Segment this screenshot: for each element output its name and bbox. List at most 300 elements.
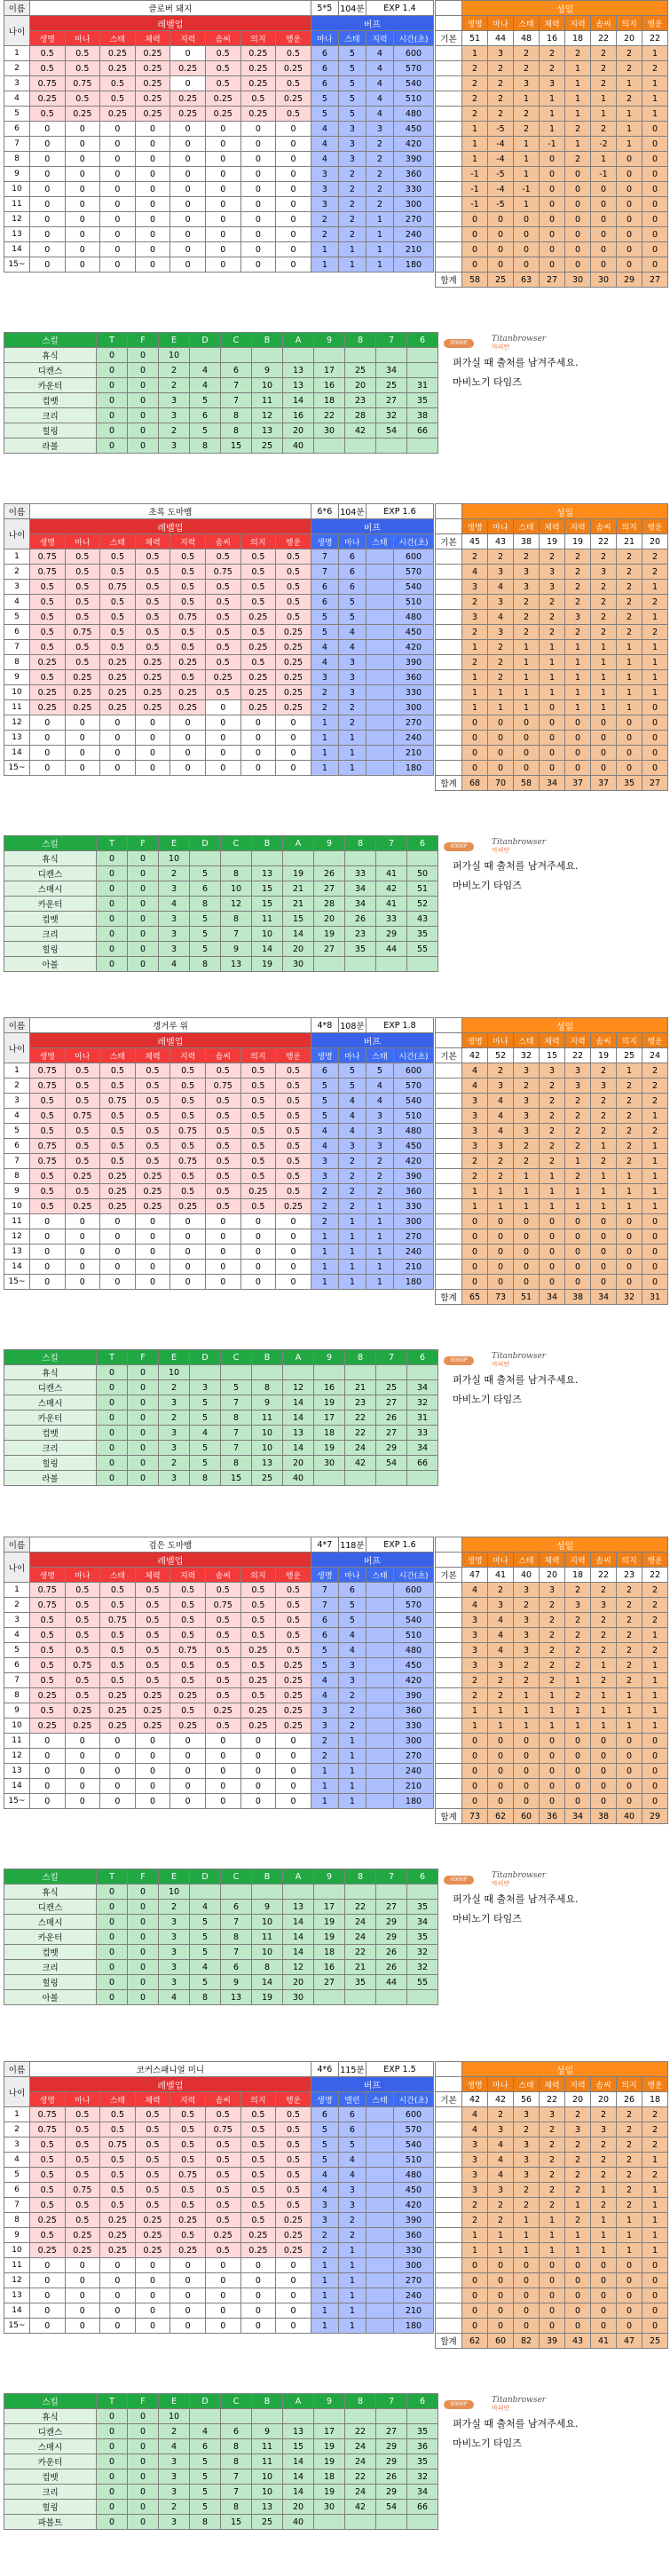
buff-value: 2 (338, 2213, 366, 2228)
levelup-value: 0 (205, 731, 240, 746)
stat-col-header: 솜씨 (205, 1048, 240, 1063)
growth-value: 1 (540, 1199, 565, 1214)
skill-value: 0 (97, 2439, 128, 2454)
skill-value: 0 (97, 1441, 128, 1456)
growth-value: 0 (514, 1229, 540, 1245)
growth-value: 1 (540, 655, 565, 670)
skill-value: 25 (252, 439, 283, 454)
growth-value: 2 (488, 76, 514, 91)
growth-spacer (436, 1613, 462, 1628)
growth-value: 3 (488, 2183, 514, 2198)
levelup-value: 0.25 (240, 107, 276, 122)
buff-value: 2 (338, 700, 366, 715)
levelup-value: 0 (100, 761, 136, 776)
growth-value: 0 (617, 746, 642, 761)
growth-col-header: 솜씨 (591, 2077, 617, 2092)
skill-value: 0 (128, 1900, 159, 1915)
levelup-value: 0.25 (135, 91, 170, 107)
skill-value: 34 (345, 881, 376, 897)
levelup-value: 0 (29, 746, 65, 761)
signature-text: Titanbrowser (492, 335, 547, 344)
levelup-value: 0.5 (65, 1643, 100, 1658)
buff-value: 5 (338, 2137, 366, 2153)
growth-value: 1 (642, 580, 668, 595)
levelup-value: 0 (65, 2319, 100, 2334)
growth-value: 0 (514, 731, 540, 746)
skill-value: 2 (159, 866, 190, 881)
levelup-value: 0 (29, 2258, 65, 2273)
skill-value: 7 (221, 1441, 252, 1456)
skill-value: 26 (376, 1945, 407, 1960)
buff-col-header: 마나 (311, 31, 338, 46)
levelup-value: 0.5 (240, 1109, 276, 1124)
levelup-value: 0 (240, 227, 276, 242)
skill-name: 디캔스 (4, 2424, 97, 2439)
buff-value: 5 (311, 1079, 338, 1094)
levelup-value: 0.5 (276, 1598, 311, 1613)
levelup-value: 0.25 (240, 1719, 276, 1734)
skill-value: 12 (252, 408, 283, 423)
skill-value: 7 (221, 1945, 252, 1960)
buff-value: 1 (311, 761, 338, 776)
buff-value: 420 (393, 1154, 433, 1169)
growth-value: 0 (642, 1229, 668, 1245)
buff-value: 1 (338, 2258, 366, 2273)
levelup-value: 0.5 (276, 2137, 311, 2153)
levelup-value: 0.25 (240, 700, 276, 715)
growth-value: 3 (462, 1124, 488, 1139)
rank-header: E (159, 836, 190, 851)
skill-value: 0 (97, 423, 128, 439)
skill-value: 8 (221, 1456, 252, 1471)
growth-spacer (436, 565, 462, 580)
buff-value: 600 (393, 1583, 433, 1598)
growth-value: 0 (565, 257, 591, 273)
buff-value: 2 (311, 685, 338, 700)
growth-value: 2 (642, 565, 668, 580)
skill-value: 0 (97, 2424, 128, 2439)
skill-value: 35 (407, 1900, 438, 1915)
stat-col-header: 마나 (65, 1568, 100, 1583)
levelup-value: 0 (170, 2258, 206, 2273)
growth-value: 2 (540, 549, 565, 565)
signature-mark (492, 1353, 554, 1369)
skill-value: 5 (190, 927, 221, 942)
buff-value: 1 (311, 2273, 338, 2288)
stat-col-header: 솜씨 (205, 1568, 240, 1583)
skill-row (4, 2515, 438, 2530)
levelup-value: 0.25 (135, 61, 170, 76)
growth-value: 0 (540, 731, 565, 746)
skill-value (345, 439, 376, 454)
growth-value: 0 (540, 700, 565, 715)
levelup-value: 0.5 (65, 1598, 100, 1613)
skill-value: 11 (252, 2454, 283, 2469)
total-label: 합계 (436, 2334, 462, 2349)
levelup-value: 0.5 (135, 610, 170, 625)
levelup-value: 0 (170, 1764, 206, 1779)
pet-duration: 118분 (338, 1537, 366, 1553)
levelup-value: 0.25 (240, 1643, 276, 1658)
buff-value: 570 (393, 1079, 433, 1094)
buff-value: 4 (311, 2183, 338, 2198)
growth-value: 0 (617, 1794, 642, 1809)
buff-value: 540 (393, 1094, 433, 1109)
levelup-value: 0 (170, 137, 206, 152)
levelup-value: 0.5 (205, 1613, 240, 1628)
skill-value: 43 (407, 912, 438, 927)
levelup-value: 0.5 (29, 2198, 65, 2213)
skill-value: 3 (159, 1426, 190, 1441)
growth-col-header: 행운 (642, 1033, 668, 1048)
age-cell: 8 (4, 1169, 30, 1184)
growth-value: 0 (642, 152, 668, 167)
levelup-value: 0 (170, 2288, 206, 2303)
skill-value: 33 (376, 912, 407, 927)
growth-col-header: 지력 (565, 1033, 591, 1048)
growth-value: 2 (514, 122, 540, 137)
levelup-value: 0.25 (100, 1169, 136, 1184)
levelup-value: 0.5 (65, 2137, 100, 2153)
age-cell: 6 (4, 625, 30, 640)
levelup-value: 0.5 (240, 1154, 276, 1169)
growth-value: 1 (617, 700, 642, 715)
growth-value: 0 (617, 1260, 642, 1275)
levelup-value: 0.25 (240, 2228, 276, 2243)
skill-row (4, 1395, 438, 1410)
rank-header: A (283, 1350, 314, 1365)
levelup-value: 0 (100, 137, 136, 152)
levelup-value: 0.5 (240, 1079, 276, 1094)
buff-value: 510 (393, 1109, 433, 1124)
levelup-value: 0 (240, 242, 276, 257)
levelup-value: 0 (170, 152, 206, 167)
skill-value (376, 348, 407, 363)
skill-value (190, 851, 221, 866)
levelup-value: 0 (65, 2258, 100, 2273)
levelup-value: 0 (100, 1214, 136, 1229)
buff-value: 5 (366, 1063, 393, 1079)
levelup-value: 0 (205, 2319, 240, 2334)
growth-value: 3 (462, 1109, 488, 1124)
growth-value: 0 (514, 715, 540, 731)
buff-value-empty (366, 1643, 393, 1658)
skill-row (4, 1960, 438, 1975)
growth-value: 0 (617, 167, 642, 182)
skill-value: 0 (128, 1426, 159, 1441)
levelup-value: 0.5 (205, 1658, 240, 1673)
levelup-value: 0.5 (29, 2137, 65, 2153)
skill-value: 0 (128, 2485, 159, 2500)
levelup-value: 0 (100, 182, 136, 197)
skill-value: 24 (345, 1441, 376, 1456)
levelup-value: 0.5 (205, 610, 240, 625)
skill-value: 2 (159, 1456, 190, 1471)
growth-value: 1 (642, 2243, 668, 2258)
growth-value: 0 (565, 242, 591, 257)
skill-name: 컴뱃 (4, 912, 97, 927)
levelup-value: 0.5 (205, 2107, 240, 2122)
growth-value: 0 (617, 1749, 642, 1764)
levelup-value: 0.5 (276, 2107, 311, 2122)
age-cell: 12 (4, 1749, 30, 1764)
skill-value: 4 (190, 1426, 221, 1441)
growth-value: 2 (565, 2137, 591, 2153)
rank-header: D (190, 333, 221, 348)
buff-value: 6 (338, 2107, 366, 2122)
skill-value: 15 (252, 881, 283, 897)
skill-value: 5 (190, 1410, 221, 1426)
levelup-value: 0.25 (276, 2213, 311, 2228)
skill-value: 54 (376, 1456, 407, 1471)
stat-col-header: 행운 (276, 2092, 311, 2107)
buff-value: 4 (338, 1109, 366, 1124)
buff-value: 5 (338, 1598, 366, 1613)
growth-value: 0 (488, 2319, 514, 2334)
levelup-value: 0 (276, 2258, 311, 2273)
skill-row (4, 363, 438, 378)
skill-value: 40 (283, 2515, 314, 2530)
levelup-value: 0 (205, 700, 240, 715)
levelup-value: 0 (205, 1214, 240, 1229)
base-value: 21 (617, 534, 642, 549)
levelup-value: 0 (29, 715, 65, 731)
growth-value: 1 (642, 1154, 668, 1169)
growth-value: 0 (514, 2258, 540, 2273)
base-value: 25 (617, 1048, 642, 1063)
growth-value: 2 (514, 595, 540, 610)
buff-value: 4 (366, 91, 393, 107)
skill-value: 5 (190, 1456, 221, 1471)
signature-text: Titanbrowser (492, 838, 547, 847)
skill-value: 18 (314, 2469, 345, 2485)
skill-value: 0 (97, 2469, 128, 2485)
skill-value: 4 (159, 1990, 190, 2005)
growth-value: 3 (514, 1613, 540, 1628)
age-cell: 3 (4, 2137, 30, 2153)
skill-value: 10 (159, 2409, 190, 2424)
growth-value: 0 (514, 761, 540, 776)
growth-spacer (436, 655, 462, 670)
buff-value: 480 (393, 2168, 433, 2183)
levelup-value: 0.5 (65, 595, 100, 610)
levelup-value: 0 (65, 242, 100, 257)
stat-col-header: 행운 (276, 1568, 311, 1583)
total-value: 63 (514, 273, 540, 288)
skill-header: 스킬 (4, 1869, 97, 1885)
skill-value: 22 (345, 1945, 376, 1960)
skill-value: 0 (128, 1471, 159, 1486)
growth-spacer (436, 1018, 462, 1033)
growth-value: 3 (488, 565, 514, 580)
levelup-value: 0.5 (240, 2137, 276, 2153)
growth-spacer (436, 1719, 462, 1734)
stat-col-header: 생명 (29, 1048, 65, 1063)
growth-spacer (436, 1628, 462, 1643)
growth-value: 2 (617, 580, 642, 595)
levelup-value: 0.5 (135, 2137, 170, 2153)
growth-value: 2 (617, 1079, 642, 1094)
skill-value: 25 (376, 1380, 407, 1395)
levelup-value: 0 (240, 212, 276, 227)
levelup-value: 0.25 (100, 61, 136, 76)
buff-value: 240 (393, 2288, 433, 2303)
total-label: 합계 (436, 1809, 462, 1824)
buff-value: 6 (311, 2107, 338, 2122)
growth-value: 0 (617, 2288, 642, 2303)
growth-value: 2 (617, 2137, 642, 2153)
skill-value: 28 (345, 408, 376, 423)
skill-value: 20 (314, 912, 345, 927)
skill-value: 3 (159, 439, 190, 454)
buff-value: 4 (338, 2168, 366, 2183)
growth-table (435, 1537, 668, 1824)
growth-value: 2 (488, 61, 514, 76)
levelup-value: 0.5 (276, 1583, 311, 1598)
skill-value: 0 (97, 881, 128, 897)
growth-spacer (436, 1688, 462, 1703)
levelup-value: 0 (29, 197, 65, 212)
levelup-value: 0.5 (240, 1658, 276, 1673)
buff-value: 2 (338, 197, 366, 212)
age-cell: 4 (4, 595, 30, 610)
age-cell: 6 (4, 122, 30, 137)
growth-value: 1 (462, 46, 488, 61)
skill-value: 11 (252, 1930, 283, 1945)
levelup-value: 0.25 (100, 46, 136, 61)
growth-value: 1 (514, 1169, 540, 1184)
age-cell: 11 (4, 2258, 30, 2273)
age-cell: 9 (4, 1703, 30, 1719)
buff-value: 2 (338, 715, 366, 731)
levelup-value: 0.25 (29, 700, 65, 715)
levelup-value: 0 (240, 746, 276, 761)
skill-row (4, 866, 438, 881)
growth-value: 0 (540, 197, 565, 212)
levelup-value: 0.25 (205, 1703, 240, 1719)
levelup-value: 0.5 (276, 1184, 311, 1199)
buff-value: 2 (366, 1184, 393, 1199)
skill-value: 14 (283, 1395, 314, 1410)
growth-value: 1 (591, 685, 617, 700)
levelup-value: 0.5 (240, 1169, 276, 1184)
levelup-value: 0.5 (205, 1628, 240, 1643)
levelup-value: 0.5 (276, 1124, 311, 1139)
growth-spacer (436, 46, 462, 61)
levelup-value: 0.5 (29, 1643, 65, 1658)
age-row (4, 167, 434, 182)
pet-section (0, 1537, 670, 2038)
skill-value: 3 (159, 927, 190, 942)
levelup-value: 0.5 (100, 1124, 136, 1139)
levelup-value: 0.5 (205, 1094, 240, 1109)
buff-value: 6 (338, 549, 366, 565)
levelup-value: 0.5 (100, 565, 136, 580)
growth-value: 2 (540, 61, 565, 76)
source-note (444, 2396, 579, 2449)
rank-header: E (159, 2394, 190, 2409)
growth-value: 0 (488, 242, 514, 257)
skill-value (283, 2409, 314, 2424)
skill-value (190, 1365, 221, 1380)
levelup-value: 0 (240, 2288, 276, 2303)
skill-value (190, 2409, 221, 2424)
rank-header: 8 (345, 1350, 376, 1365)
growth-value: 3 (514, 1583, 540, 1598)
levelup-value: 0.5 (29, 1673, 65, 1688)
growth-value: 0 (642, 227, 668, 242)
levelup-value: 0.75 (65, 1658, 100, 1673)
skill-value: 3 (159, 1930, 190, 1945)
rank-header: C (221, 333, 252, 348)
skill-row (4, 408, 438, 423)
buff-value: 300 (393, 700, 433, 715)
levelup-value: 0.25 (65, 107, 100, 122)
age-row (4, 1094, 434, 1109)
skill-value: 5 (190, 1945, 221, 1960)
levelup-header: 레벨업 (29, 2077, 311, 2092)
levelup-value: 0.5 (100, 1658, 136, 1673)
levelup-value: 0.5 (170, 1094, 206, 1109)
stat-col-header: 지력 (170, 2092, 206, 2107)
levelup-value: 0.75 (29, 2107, 65, 2122)
age-cell: 10 (4, 1719, 30, 1734)
buff-value-empty (366, 1613, 393, 1628)
growth-col-header: 마나 (488, 16, 514, 31)
growth-value: 3 (565, 2122, 591, 2137)
growth-value: 1 (565, 700, 591, 715)
growth-spacer (436, 167, 462, 182)
base-value: 18 (565, 1568, 591, 1583)
skill-value: 0 (97, 927, 128, 942)
levelup-value: 0 (135, 1779, 170, 1794)
age-row (4, 640, 434, 655)
stat-col-header: 체력 (135, 2092, 170, 2107)
growth-value: 0 (642, 1214, 668, 1229)
skill-value: 19 (314, 1441, 345, 1456)
levelup-value: 0.5 (205, 640, 240, 655)
growth-col-header: 솜씨 (591, 1553, 617, 1568)
levelup-value: 0.5 (170, 2228, 206, 2243)
age-row (4, 227, 434, 242)
levelup-value: 0 (29, 1734, 65, 1749)
growth-value: 1 (514, 670, 540, 685)
skill-value: 0 (97, 1395, 128, 1410)
growth-value: 0 (514, 2288, 540, 2303)
growth-value: 1 (514, 2243, 540, 2258)
age-cell: 3 (4, 1094, 30, 1109)
levelup-value: 0.25 (205, 91, 240, 107)
skill-value: 0 (128, 423, 159, 439)
source-notice: 퍼가실 때 출처를 남겨주세요. (453, 2418, 579, 2430)
growth-value: 0 (462, 2258, 488, 2273)
buff-value: 5 (338, 61, 366, 76)
growth-value: 0 (514, 1734, 540, 1749)
growth-value: -1 (591, 167, 617, 182)
skill-value (407, 2515, 438, 2530)
rank-header: C (221, 1869, 252, 1885)
pet-name: 검은 도마뱀 (29, 1537, 311, 1553)
buff-value: 1 (311, 2288, 338, 2303)
buff-value: 3 (338, 122, 366, 137)
growth-value: 2 (591, 1124, 617, 1139)
stat-col-header: 의지 (240, 534, 276, 549)
growth-value: 0 (540, 1229, 565, 1245)
skill-value: 26 (376, 1410, 407, 1426)
skill-value: 29 (376, 2439, 407, 2454)
growth-value: 2 (565, 580, 591, 595)
skill-value: 32 (407, 1960, 438, 1975)
